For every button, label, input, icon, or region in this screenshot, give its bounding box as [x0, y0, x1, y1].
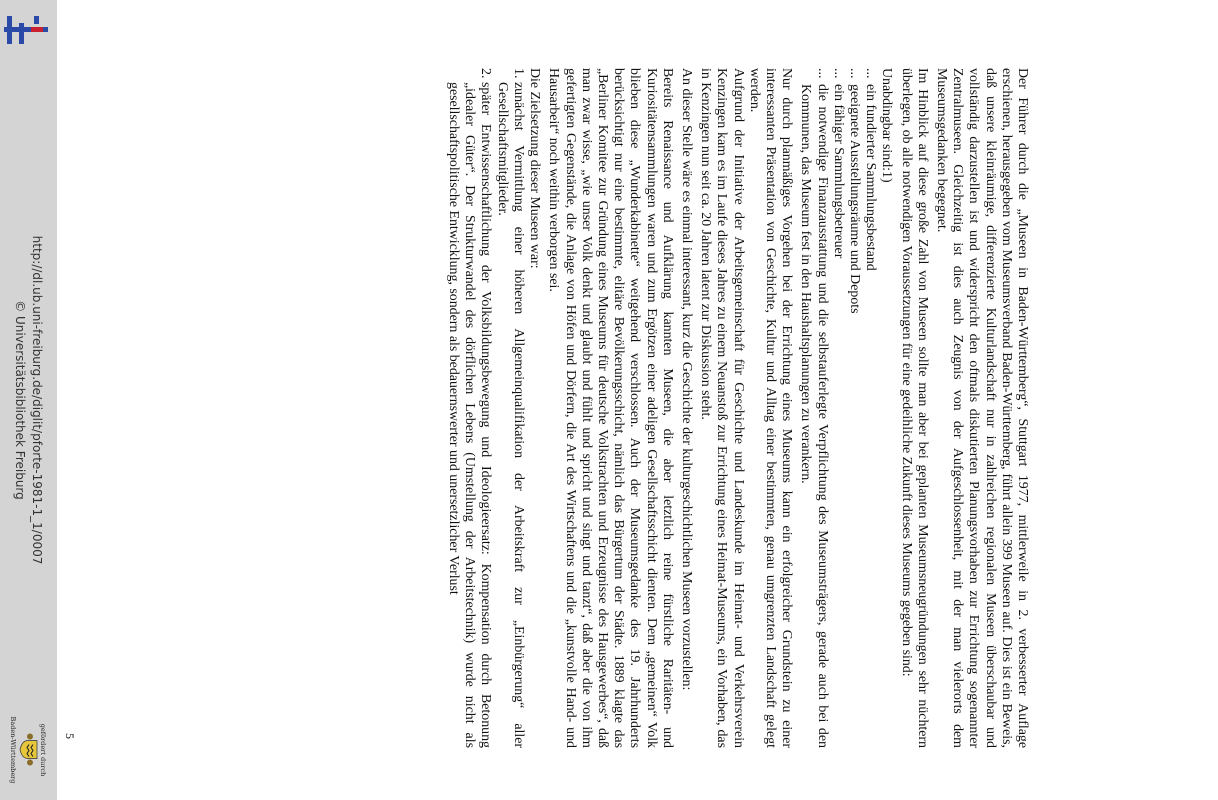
paragraph-renaissance-history: Bereits Renaissance und Aufklärung kannten Museen, die aber letztlich reine fürstliche Raritäten- und Kuriositätensammlungen waren und zum Ergötzen einer adeligen Gesellschaftsschicht dienten. Dem „gemeinen“ Volk blieben diese „Wunderkabinette“ weitgehend verschlossen. Auch der Museumsgedanke des 19. Jahrhunderts berücksichtigt nur eine bestimmte, elitäre Bevölkerungsschicht, nämlich das Bürgertum der Städte. 1889 klagte das „Berliner Komitee zur Gründung eines Museums für deutsche Volkstrachten und Erzeugnisse des Hausgewerbes“, daß man zwar wisse, „wie unser Volk denkt und glaubt und fühlt und spricht und singt und tanzt“, daß aber die von ihm gefertigten Gegenstände, die Anlage von Höfen und Dörfern, die Art des Wirtschaftens und die „kunstvolle Hand- und Hausarbeit“ noch weithin verborgen sei.	[546, 68, 675, 748]
list-item: 2. später Entwissenschaftlichung der Volksbildungsbewegung und Ideologieersatz: Kompensation durch Betonung „idealer Güter“. Der Strukturwandel des dörflichen Lebens (Umstellung der Arbeitstechnik) wurde nicht als gesellschaftspolitische Entwicklung, sondern als bedauernswerter und unersetzlicher Verlust	[446, 68, 494, 748]
goals-list	[445, 68, 526, 748]
paragraph-goals-heading: Die Zielsetzung dieser Museen war:	[527, 68, 543, 269]
paragraph-new-foundations: Im Hinblick auf diese große Zahl von Museen sollte man aber bei geplanten Museumsneugründungen sehr nüchtern überlegen, ob alle notwendigen Voraussetzungen für eine gedeihliche Zukunft dieses Museums gegeben sind:	[898, 68, 930, 748]
sidebar-citation	[11, 236, 45, 565]
funder-caption	[9, 717, 47, 784]
list-item: ... geeignete Ausstellungsräume und Depots	[846, 68, 862, 314]
paragraph-museum-guide: Der Führer durch die „Museen in Baden-Württemberg“, Stuttgart 1977, mittlerweile in 2. verbesserter Auflage erschienen, herausgegeben vom Museumsverband Baden-Württemberg, führt allein 399 Museen auf. Dies ist ein Beweis, daß unsere kleinräumige, differenzierte Kulturlandschaft nur in zahlreichen regionalen Museen überschaubar und vollständig darzustellen ist und widerspricht den oftmals diskutierten Planungsvorhaben zur Errichtung sogenannter Zentralmuseen. Gleichzeitig ist dies auch Zeugnis von der Aufgeschlossenheit, mit der man vielerorts dem Museumsgedanken begegnet.	[933, 68, 1030, 748]
list-item: ... die notwendige Finanzausstattung und die selbstauferlegte Verpflichtung des Museumsträgers, gerade auch bei den Kommunen, das Museum fest in den Haushaltsplanungen zu verankern.	[798, 68, 830, 748]
funded-by-label: gefördert durch	[39, 723, 47, 777]
sidebar-strip	[0, 0, 57, 800]
funder-name: Baden-Württemberg	[9, 716, 17, 784]
requirements-list	[797, 68, 878, 748]
sidebar-copyright: © Universitätsbibliothek Freiburg	[13, 300, 27, 500]
page-number: 5	[63, 733, 77, 739]
document-page	[63, 68, 1030, 748]
paragraph-requirements-heading: Unabdingbar sind:1)	[879, 68, 895, 183]
list-item: 1. zunächst Vermittlung einer höheren Allgemeinqualifikation der Arbeitskraft zur „Einbürgerung“ aller Gesellschaftsmitglieder.	[494, 68, 526, 748]
paragraph-kenzingen-initiative: Aufgrund der Initiative der Arbeitsgemeinschaft für Geschichte und Landeskunde im Heimat- und Verkehrsverein Kenzingen kam es im Laufe dieses Jahres zu einem Neuanstoß zur Errichtung eines Heimat-Museums, ein Vorhaben, das in Kenzingen nun seit ca. 20 Jahren latent zur Diskussion steht.	[698, 68, 746, 748]
funder-seal	[1, 694, 55, 798]
ub-freiburg-logo-icon	[4, 14, 48, 46]
baden-wuerttemberg-coat-of-arms-icon	[19, 733, 39, 767]
list-item: ... ein fundierter Sammlungsbestand	[863, 68, 879, 271]
sidebar-url[interactable]: http://dl.ub.uni-freiburg.de/diglit/pforte-1981-1_1/0007	[30, 235, 44, 565]
paragraph-planning: Nur durch planmäßiges Vorgehen bei der Errichtung eines Museums kann ein erfolgreicher Grundstein zu einer interessanten Präsentation von Geschichte, Kultur und Alltag einer bestimmten, genau umgrenzten Landschaft gelegt werden.	[746, 68, 795, 748]
paragraph-history-intro: An dieser Stelle wäre es einmal interessant, kurz die Geschichte der kulturgeschichtlichen Museen vorzustellen:	[678, 68, 694, 691]
list-item: ... ein fähiger Sammlungsbetreuer	[830, 68, 846, 259]
